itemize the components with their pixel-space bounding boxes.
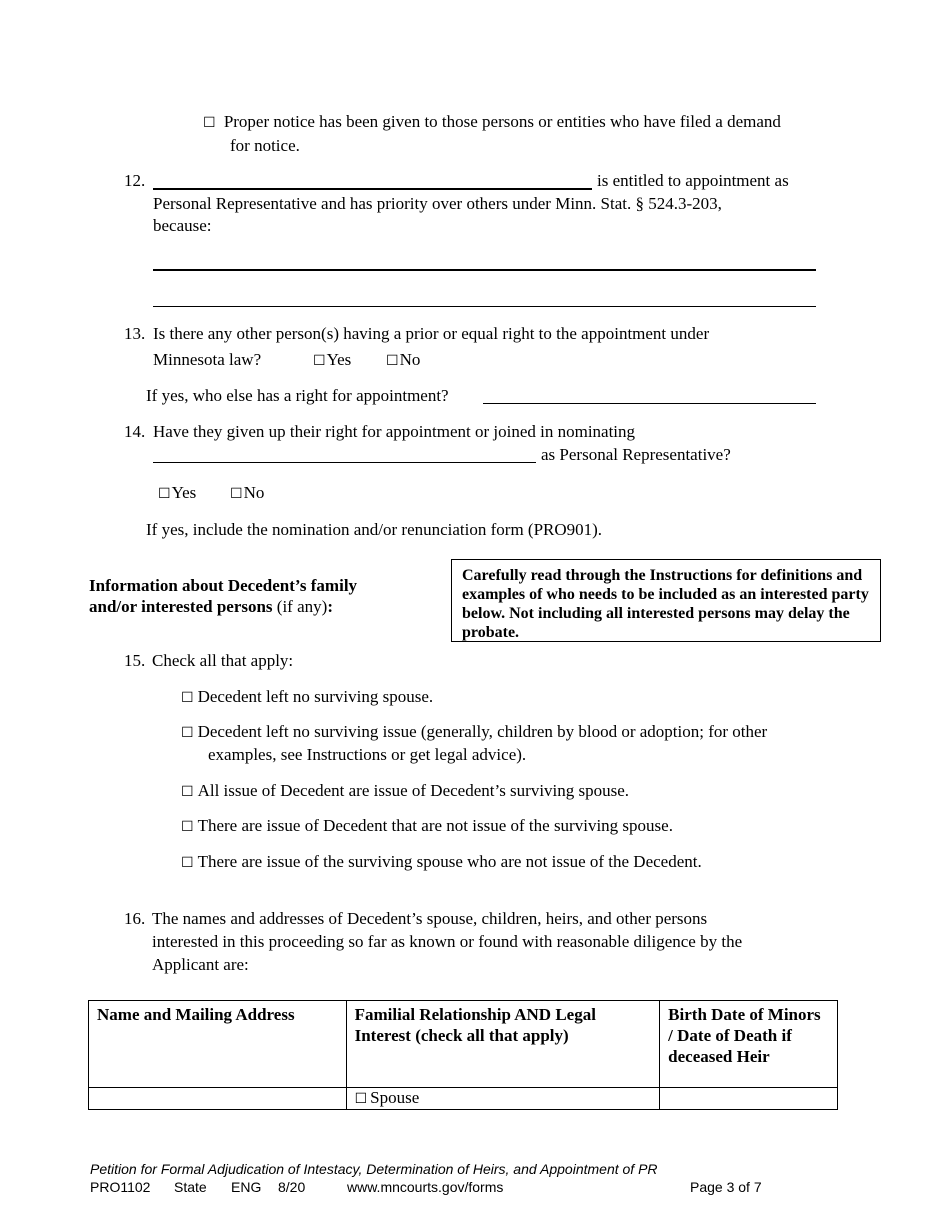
footer-form-title: Petition for Formal Adjudication of Intestacy, Determination of Heirs, and Appointment of PR [90,1161,658,1177]
heirs-table [88,1000,838,1110]
footer-revision: 8/20 [278,1179,306,1195]
item-12-line3: because: [153,216,212,235]
no-surviving-issue-checkbox[interactable]: ☐ [181,725,194,741]
option-text: All issue of Decedent are issue of Decedent’s surviving spouse. [197,781,630,800]
option-text-cont: examples, see Instructions or get legal advice). [208,745,527,764]
issue-not-of-spouse-checkbox[interactable]: ☐ [181,819,194,835]
item-12-number: 12. [124,171,146,190]
item-12-line2: Personal Representative and has priority over others under Minn. Stat. § 524.3-203, [153,194,722,213]
column-header-dates: Birth Date of Minors / Date of Death if deceased Heir [660,1001,838,1088]
item-14-no-checkbox[interactable]: ☐ [230,486,243,502]
family-section-heading-paren: (if any) [276,597,328,616]
footer-form-id: PRO1102 [90,1179,151,1195]
item-14-nominee-field[interactable] [153,462,536,463]
spouse-label: Spouse [370,1088,420,1107]
item-13-yes-option[interactable] [313,350,351,370]
footer-page-number: Page 3 of 7 [690,1179,762,1195]
spouse-checkbox[interactable]: ☐ [354,1091,368,1107]
item-16-line3: Applicant are: [152,955,249,974]
notice-given-text-cont: for notice. [230,136,300,155]
footer-jurisdiction: State [174,1179,207,1195]
item-14-number: 14. [124,422,146,441]
item-13-question: Is there any other person(s) having a prior or equal right to the appointment under [153,324,710,343]
footer-url[interactable]: www.mncourts.gov/forms [347,1179,504,1195]
item-13-question-cont: Minnesota law? [153,350,262,369]
column-header-name: Name and Mailing Address [89,1001,347,1088]
name-address-cell[interactable] [89,1088,347,1110]
item-13-followup: If yes, who else has a right for appointment? [146,386,449,405]
item-12-reason-field-1[interactable] [153,269,816,271]
item-14-yes-option[interactable] [158,483,196,503]
item-16-line1: The names and addresses of Decedent’s spouse, children, heirs, and other persons [152,909,708,928]
notice-given-checkbox[interactable]: ☐ [203,115,216,131]
family-section-heading: Information about Decedent’s family [89,576,358,595]
item-12-tail: is entitled to appointment as [597,171,789,190]
item-14-question: Have they given up their right for appointment or joined in nominating [153,422,636,441]
item-13-yes-label: Yes [326,350,352,369]
item-13-no-option[interactable] [386,350,420,370]
item-13-no-checkbox[interactable]: ☐ [386,353,399,369]
item-14-no-option[interactable] [230,483,264,503]
footer-language: ENG [231,1179,262,1195]
instructions-notice-box: Carefully read through the Instructions for definitions and examples of who needs to be included as an interested party below. Not including all interested persons may delay the probate. [451,559,881,642]
spouse-issue-not-of-decedent-checkbox[interactable]: ☐ [181,855,194,871]
notice-given-text: Proper notice has been given to those persons or entities who have filed a demand [223,112,781,131]
family-section-heading-bold: and/or interested persons [89,597,273,616]
item-13-yes-checkbox[interactable]: ☐ [313,353,326,369]
item-14-no-label: No [243,483,265,502]
option-text: Decedent left no surviving spouse. [197,687,434,706]
table-header-row [89,1001,838,1088]
item-16-line2: interested in this proceeding so far as known or found with reasonable diligence by the [152,932,743,951]
family-section-heading-colon: : [327,597,333,616]
item-12-reason-field-2[interactable] [153,306,816,307]
item-14-yes-checkbox[interactable]: ☐ [158,486,171,502]
family-section-heading-cont [89,597,333,617]
option-text: There are issue of the surviving spouse who are not issue of the Decedent. [197,852,702,871]
item-16-number: 16. [124,909,146,928]
item-15-number: 15. [124,651,146,670]
table-row [89,1088,838,1110]
option-all-issue-of-spouse[interactable] [181,781,629,801]
option-text: Decedent left no surviving issue (generally, children by blood or adoption; for other [197,722,768,741]
column-header-relationship: Familial Relationship AND Legal Interest (check all that apply) [346,1001,660,1088]
option-spouse-issue-not-of-decedent[interactable] [181,852,702,872]
item-14-yes-label: Yes [171,483,197,502]
item-15-label: Check all that apply: [152,651,294,670]
item-13-number: 13. [124,324,146,343]
option-issue-not-of-spouse[interactable] [181,816,673,836]
option-no-surviving-issue[interactable] [181,722,767,742]
relationship-cell[interactable] [346,1088,660,1110]
option-text: There are issue of Decedent that are not issue of the surviving spouse. [197,816,673,835]
item-14-followup: If yes, include the nomination and/or renunciation form (PRO901). [146,520,603,539]
date-cell[interactable] [660,1088,838,1110]
no-surviving-spouse-checkbox[interactable]: ☐ [181,690,194,706]
item-13-who-field[interactable] [483,403,816,404]
item-13-no-label: No [399,350,421,369]
option-no-surviving-spouse[interactable] [181,687,433,707]
all-issue-of-spouse-checkbox[interactable]: ☐ [181,784,194,800]
item-12-name-field[interactable] [153,188,592,190]
item-14-question-tail: as Personal Representative? [541,445,731,464]
notice-given-option[interactable] [203,112,781,132]
